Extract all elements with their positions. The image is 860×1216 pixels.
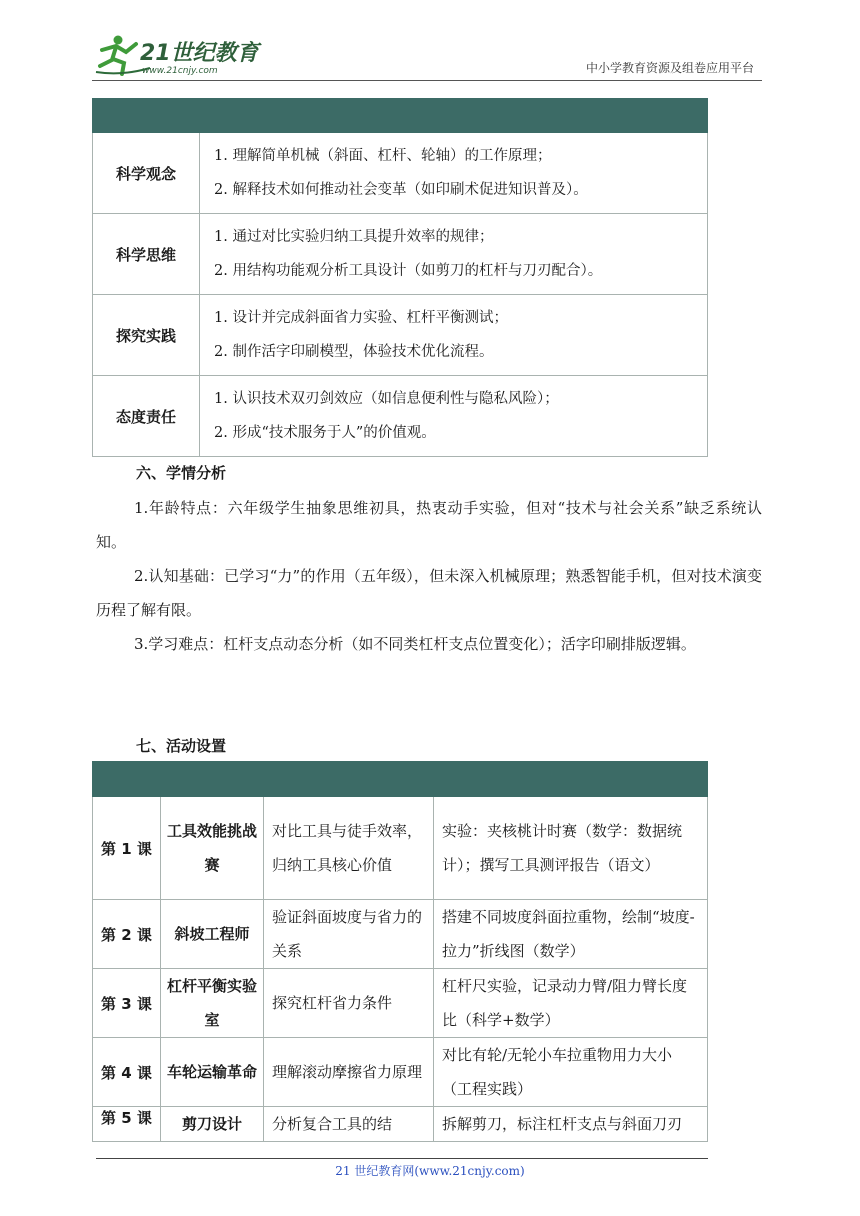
lesson-number: 第 1 课 [93, 797, 161, 900]
literacy-key: 科学思维 [93, 214, 200, 295]
lesson-number: 第 5 课 [93, 1107, 161, 1142]
table-row [93, 900, 708, 969]
literacy-key: 态度责任 [93, 376, 200, 457]
list-item: 1. 通过对比实验归纳工具提升效率的规律； [214, 229, 494, 245]
lesson-name: 杠杆平衡实验室 [161, 969, 264, 1038]
footer-divider [96, 1158, 708, 1159]
table-row [93, 295, 708, 376]
literacy-key: 科学观念 [93, 133, 200, 214]
header-cell [161, 762, 264, 797]
footer-link[interactable]: 21 世纪教育网(www.21cnjy.com) [335, 1164, 525, 1178]
lesson-activity: 实验：夹核桃计时赛（数学：数据统计）；撰写工具测评报告（语文） [434, 797, 708, 900]
lesson-number: 第 4 课 [93, 1038, 161, 1107]
header-cell [93, 99, 200, 133]
list-item: 2. 制作活字印刷模型，体验技术优化流程。 [214, 344, 494, 360]
table-header-row [93, 99, 708, 133]
lesson-activity: 对比有轮/无轮小车拉重物用力大小（工程实践） [434, 1038, 708, 1107]
header-cell [434, 762, 708, 797]
paragraph: 1.年龄特点：六年级学生抽象思维初具，热衷动手实验，但对“技术与社会关系”缺乏系统认知。 [96, 499, 762, 551]
header-cell [200, 99, 708, 133]
page-header [92, 30, 762, 81]
paragraph: 2.认知基础：已学习“力”的作用（五年级），但未深入机械原理；熟悉智能手机，但对技术演变历程了解有限。 [96, 567, 762, 619]
literacy-value [200, 295, 708, 376]
lesson-goal: 分析复合工具的结 [264, 1107, 434, 1142]
logo-text: 21世纪教育 [140, 41, 259, 66]
lesson-goal: 对比工具与徒手效率，归纳工具核心价值 [264, 797, 434, 900]
literacy-value [200, 376, 708, 457]
literacy-value [200, 214, 708, 295]
table-header-row [93, 762, 708, 797]
table-row [93, 1038, 708, 1107]
site-logo[interactable] [92, 32, 262, 76]
section-title: 六、学情分析 [136, 464, 227, 482]
lesson-number: 第 2 课 [93, 900, 161, 969]
list-item: 2. 形成“技术服务于人”的价值观。 [214, 425, 436, 441]
lesson-goal: 探究杠杆省力条件 [264, 969, 434, 1038]
literacy-table [92, 98, 708, 457]
lesson-name: 车轮运输革命 [161, 1038, 264, 1107]
literacy-value [200, 133, 708, 214]
section-title: 七、活动设置 [136, 737, 227, 755]
lesson-goal: 理解滚动摩擦省力原理 [264, 1038, 434, 1107]
lesson-activity: 杠杆尺实验，记录动力臂/阻力臂长度比（科学+数学） [434, 969, 708, 1038]
table-row [93, 797, 708, 900]
list-item: 1. 认识技术双刃剑效应（如信息便利性与隐私风险）； [214, 391, 559, 407]
table-row [93, 376, 708, 457]
list-item: 2. 解释技术如何推动社会变革（如印刷术促进知识普及）。 [214, 182, 588, 198]
list-item: 1. 理解简单机械（斜面、杠杆、轮轴）的工作原理； [214, 148, 552, 164]
activity-table [92, 761, 708, 1142]
lesson-number: 第 3 课 [93, 969, 161, 1038]
lesson-name: 斜坡工程师 [161, 900, 264, 969]
logo-url: www.21cnjy.com [142, 66, 218, 76]
lesson-name: 工具效能挑战赛 [161, 797, 264, 900]
table-row [93, 133, 708, 214]
lesson-name: 剪刀设计 [161, 1107, 264, 1142]
list-item: 1. 设计并完成斜面省力实验、杠杆平衡测试； [214, 310, 508, 326]
list-item: 2. 用结构功能观分析工具设计（如剪刀的杠杆与刀刃配合）。 [214, 263, 603, 279]
table-row [93, 214, 708, 295]
literacy-key: 探究实践 [93, 295, 200, 376]
paragraph: 3.学习难点：杠杆支点动态分析（如不同类杠杆支点位置变化）；活字印刷排版逻辑。 [134, 635, 696, 653]
lesson-goal: 验证斜面坡度与省力的关系 [264, 900, 434, 969]
table-row [93, 969, 708, 1038]
lesson-activity: 拆解剪刀，标注杠杆支点与斜面刀刃 [434, 1107, 708, 1142]
platform-name: 中小学教育资源及组卷应用平台 [585, 61, 754, 75]
header-cell [93, 762, 161, 797]
header-cell [264, 762, 434, 797]
lesson-activity: 搭建不同坡度斜面拉重物，绘制“坡度-拉力”折线图（数学） [434, 900, 708, 969]
table-row [93, 1107, 708, 1142]
